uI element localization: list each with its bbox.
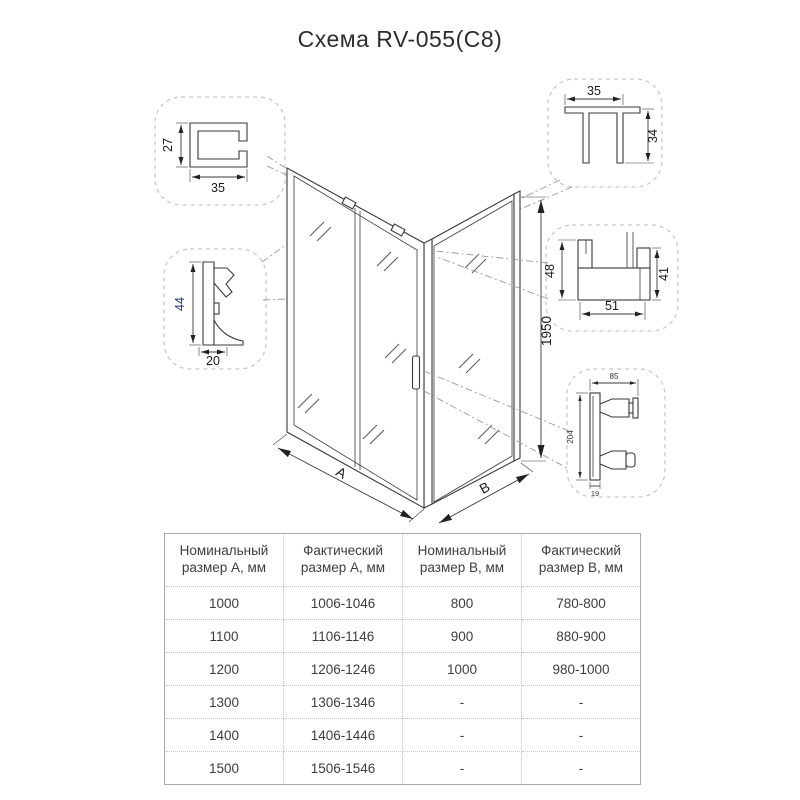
header-actual-a: Фактический размер А, мм xyxy=(284,534,403,587)
cell-nominal-a: 1300 xyxy=(165,686,284,719)
handle-bottom-knob xyxy=(600,451,626,469)
cell-actual-b: 880-900 xyxy=(522,620,641,653)
t-profile-section xyxy=(565,107,640,163)
bottom-profile-body xyxy=(578,268,650,300)
detail-wall-profile xyxy=(173,262,243,368)
cell-actual-a: 1006-1046 xyxy=(284,587,403,620)
header-actual-b: Фактический размер В, мм xyxy=(522,534,641,587)
detail-bottom-profile xyxy=(543,232,671,320)
depth-B-label: B xyxy=(476,478,493,497)
cell-actual-b: - xyxy=(522,686,641,719)
table-row xyxy=(165,653,641,686)
bottom-profile-width-label: 51 xyxy=(605,299,619,313)
cell-actual-b: - xyxy=(522,752,641,785)
detail-top-right-profile xyxy=(565,84,660,163)
detail-handle xyxy=(566,372,638,498)
cell-nominal-a: 1400 xyxy=(165,719,284,752)
bottom-profile-height-left-label: 48 xyxy=(543,264,557,278)
table-row xyxy=(165,686,641,719)
cell-nominal-b: - xyxy=(403,686,522,719)
cell-nominal-b: 900 xyxy=(403,620,522,653)
side-panel-far-post xyxy=(514,191,520,461)
handle-top-knob xyxy=(600,399,629,417)
cell-actual-a: 1406-1446 xyxy=(284,719,403,752)
header-nominal-a: Номинальный размер А, мм xyxy=(165,534,284,587)
bottom-profile-height-right-label: 41 xyxy=(657,267,671,281)
handle-length-label: 204 xyxy=(566,430,575,444)
cell-actual-a: 1106-1146 xyxy=(284,620,403,653)
detail-top-left-profile xyxy=(161,123,247,195)
table-row xyxy=(165,719,641,752)
cell-actual-a: 1306-1346 xyxy=(284,686,403,719)
door-handle xyxy=(413,356,420,389)
table-row xyxy=(165,620,641,653)
cell-actual-a: 1506-1546 xyxy=(284,752,403,785)
cell-nominal-b: - xyxy=(403,752,522,785)
side-panel-glass xyxy=(434,201,512,502)
corner-post xyxy=(424,239,432,508)
table-row xyxy=(165,587,641,620)
t-profile-width-label: 35 xyxy=(587,84,601,98)
height-label: 1950 xyxy=(539,315,554,347)
bottom-profile-right-riser xyxy=(637,248,650,268)
width-A-label: A xyxy=(333,463,350,482)
cell-nominal-b: - xyxy=(403,719,522,752)
table-row xyxy=(165,752,641,785)
page-title: Схема RV-055(C8) xyxy=(297,26,503,52)
wall-profile-hook xyxy=(214,268,234,297)
t-profile-height-label: 34 xyxy=(646,129,660,143)
size-table-body xyxy=(165,587,641,785)
size-table-header-row xyxy=(165,534,641,587)
cell-nominal-a: 1200 xyxy=(165,653,284,686)
handle-thickness-label: 19 xyxy=(590,489,600,498)
size-table xyxy=(164,533,641,785)
cell-nominal-b: 800 xyxy=(403,587,522,620)
shower-enclosure-drawing xyxy=(287,168,520,508)
profile-height-label: 27 xyxy=(161,138,175,152)
wall-profile-foot xyxy=(214,320,243,345)
profile-width-label: 35 xyxy=(211,181,225,195)
cell-nominal-a: 1100 xyxy=(165,620,284,653)
wall-profile-width-label: 20 xyxy=(206,354,220,368)
wall-profile-bar xyxy=(203,262,214,345)
dimension-height xyxy=(521,197,554,461)
callout-bubble-handle xyxy=(567,369,665,497)
c-profile-section xyxy=(190,123,247,167)
cell-actual-b: - xyxy=(522,719,641,752)
cell-nominal-a: 1500 xyxy=(165,752,284,785)
cell-actual-b: 780-800 xyxy=(522,587,641,620)
header-nominal-b: Номинальный размер В, мм xyxy=(403,534,522,587)
bottom-profile-left-riser xyxy=(578,240,592,268)
handle-width-label: 85 xyxy=(609,372,619,381)
cell-nominal-a: 1000 xyxy=(165,587,284,620)
front-frame-outer xyxy=(287,168,424,508)
wall-profile-height-label: 44 xyxy=(173,297,187,311)
handle-bar xyxy=(590,393,600,480)
cell-nominal-b: 1000 xyxy=(403,653,522,686)
cell-actual-a: 1206-1246 xyxy=(284,653,403,686)
cell-actual-b: 980-1000 xyxy=(522,653,641,686)
